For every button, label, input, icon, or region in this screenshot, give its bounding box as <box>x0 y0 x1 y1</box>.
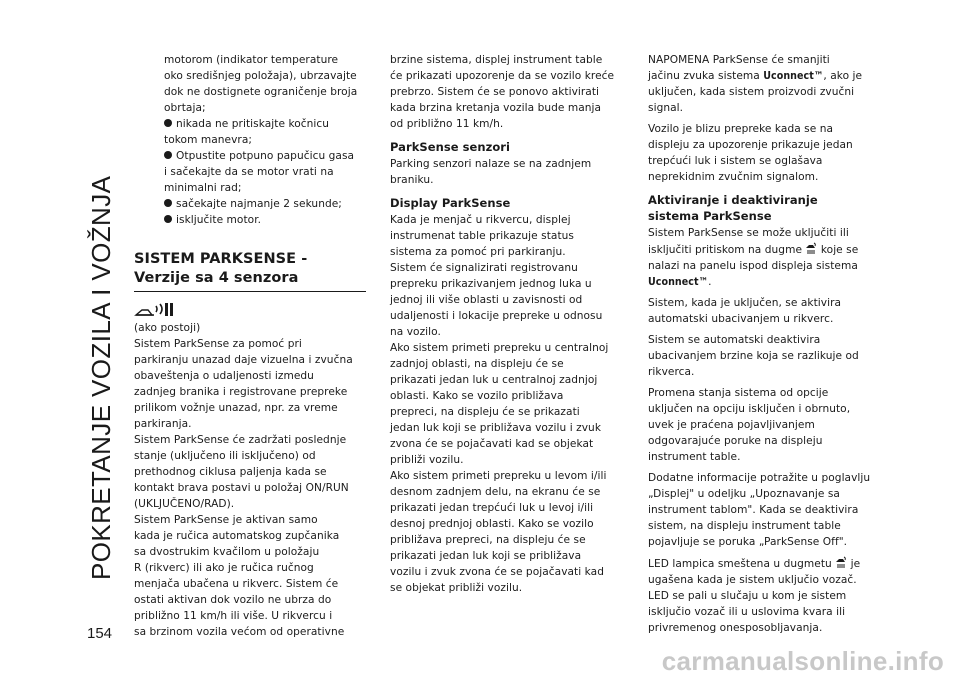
brand-name: Uconnect™ <box>763 70 824 82</box>
subheading: Display ParkSense <box>390 196 511 210</box>
paragraph: Vozilo je blizu prepreke kada se na displeju za upozorenje prikazuje jedan trepćući luk i sistem se oglašava neprekidnim zvučnim signalom. <box>648 123 853 183</box>
paragraph-text: Sistem ParkSense se može uključiti ili isključiti pritiskom na dugme <box>648 227 849 256</box>
note-text: , ako je uključen, kada sistem proizvodi zvučni signal. <box>648 70 863 114</box>
bullet-icon <box>164 151 172 159</box>
parksense-button-icon <box>805 241 817 255</box>
chapter-title-text: POKRETANJE VOZILA I VOŽNJA <box>86 175 116 580</box>
paragraph <box>648 225 880 290</box>
note-paragraph <box>648 52 880 116</box>
paragraph: Kada je menjač u rikvercu, displej instrumenat table prikazuje status sistema za pomoć pri parkiranju. <box>390 214 574 258</box>
paragraph: Promena stanja sistema od opcije uključen na opciju isključen i obrnuto, uvek je praćena pojavljivanjem odgovarajuće poruke na displeju instrument table. <box>648 387 851 463</box>
paragraph-text: je ugašena kada je sistem uključio vozač. LED se pali u slučaju u kom je sistem isključio vozač ili u uslovima kvara ili privremenog onesposobljavanja. <box>648 558 861 634</box>
brand-name: Uconnect™ <box>648 276 709 288</box>
subheading: Aktiviranje i deaktiviranje sistema ParkSense <box>648 193 818 223</box>
subheading: ParkSense senzori <box>390 140 511 154</box>
bullet-item <box>134 148 366 196</box>
page-number: 154 <box>87 625 113 642</box>
bullet-icon <box>164 199 172 207</box>
paragraph: Sistem se automatski deaktivira ubacivanjem brzine koja se razlikuje od rikverca. <box>648 334 859 378</box>
note-text: NAPOMENA ParkSense će smanjiti jačinu zvuka sistema <box>648 54 830 82</box>
paragraph: Sistem ParkSense je aktivan samo kada je ručica automatskog zupčanika sa dvostrukim kvačilom u položaju R (rikverc) ili ako je ručica ručnog menjača ubačena u rikverc. Sistem će ostati aktivan dok vozilo ne ubrza do približno 11 km/h ili više. U rikvercu i sa brzinom vozila većom od operativne <box>134 514 345 638</box>
watermark: carmanualsonline.info <box>661 646 944 676</box>
bullet-icon <box>164 215 172 223</box>
column-2 <box>390 52 622 596</box>
paragraph: Dodatne informacije potražite u poglavlju „Displej" u odeljku „Upoznavanje sa instrument tablom". Kada se deaktivira sistem, na displeju instrument table pojavljuje se poruka „ParkSense Off". <box>648 472 871 548</box>
paragraph: brzine sistema, displej instrument table će prikazati upozorenje da se vozilo kreće prebrzo. Sistem će se ponovo aktivirati kada brzina kretanja vozila bude manja od približno 11 km/h. <box>390 54 615 130</box>
paragraph: Sistem ParkSense će zadržati poslednje stanje (uključeno ili isključeno) od prethodnog ciklusa paljenja kada se kontakt brava postavi u položaj ON/RUN (UKLJUČENO/RAD). <box>134 434 349 510</box>
bullet-text: nikada ne pritiskajte kočnicu tokom manevra; <box>164 118 330 146</box>
bullet-text: isključite motor. <box>176 214 262 226</box>
paragraph: Sistem će signalizirati registrovanu prepreku prikazivanjem jednog luka u jednoj ili više oblasti u zavisnosti od udaljenosti i lokacije prepreke u odnosu na vozilo. <box>390 262 603 338</box>
paragraph: Ako sistem primeti prepreku u centralnoj zadnjoj oblasti, na displeju će se prikazati jedan luk u centralnoj zadnjoj oblasti. Kako se vozilo približava prepreci, na displeju će se prikazati jedan luk koji se približava vozilu i zvuk zvona će se pojačavati kad se objekat približi vozilu. <box>390 342 609 466</box>
paragraph: Ako sistem primeti prepreku u levom i/ili desnom zadnjem delu, na ekranu će se prikazati jedan trepćući luk u levoj i/ili desnoj prednjoj oblasti. Kako se vozilo približava prepreci, na displeju će se prikazati jedan luk koji se približava vozilu i zvuk zvona će se pojačavati kad se objekat približi vozilu. <box>390 470 607 594</box>
paragraph-text: koje se nalazi na panelu ispod displeja sistema <box>648 244 859 272</box>
bullet-item <box>134 116 366 148</box>
paragraph: Sistem, kada je uključen, se aktivira automatski ubacivanjem u rikverc. <box>648 297 842 325</box>
bullet-text: sačekajte najmanje 2 sekunde; <box>176 198 342 210</box>
bullet-text: Otpustite potpuno papučicu gasa i sačekajte da se motor vrati na minimalni rad; <box>164 150 355 194</box>
paragraph-text: . <box>708 276 712 288</box>
heading-divider <box>134 291 366 292</box>
bullet-item <box>134 212 366 228</box>
paragraph <box>648 555 880 636</box>
column-1 <box>134 52 366 640</box>
chapter-side-title <box>86 40 116 580</box>
bullet-item <box>134 196 366 212</box>
paragraph-text: LED lampica smeštena u dugmetu <box>648 558 836 570</box>
parksense-button-icon <box>835 555 847 569</box>
column-3 <box>648 52 880 636</box>
bullet-icon <box>164 119 172 127</box>
intro-paragraph: motorom (indikator temperature oko središnjeg položaja), ubrzavajte dok ne dostignete ograničenje broja obrtaja; <box>164 54 358 114</box>
paragraph: (ako postoji) Sistem ParkSense za pomoć pri parkiranju unazad daje vizuelna i zvučna obaveštenja o udaljenosti izmedu zadnjeg branika i registrovane prepreke prilikom vožnje unazad, npr. za vreme parkiranja. <box>134 322 353 430</box>
parksense-icon <box>134 300 176 318</box>
paragraph: Parking senzori nalaze se na zadnjem braniku. <box>390 158 592 186</box>
section-heading: SISTEM PARKSENSE - Verzije sa 4 senzora <box>134 251 308 286</box>
